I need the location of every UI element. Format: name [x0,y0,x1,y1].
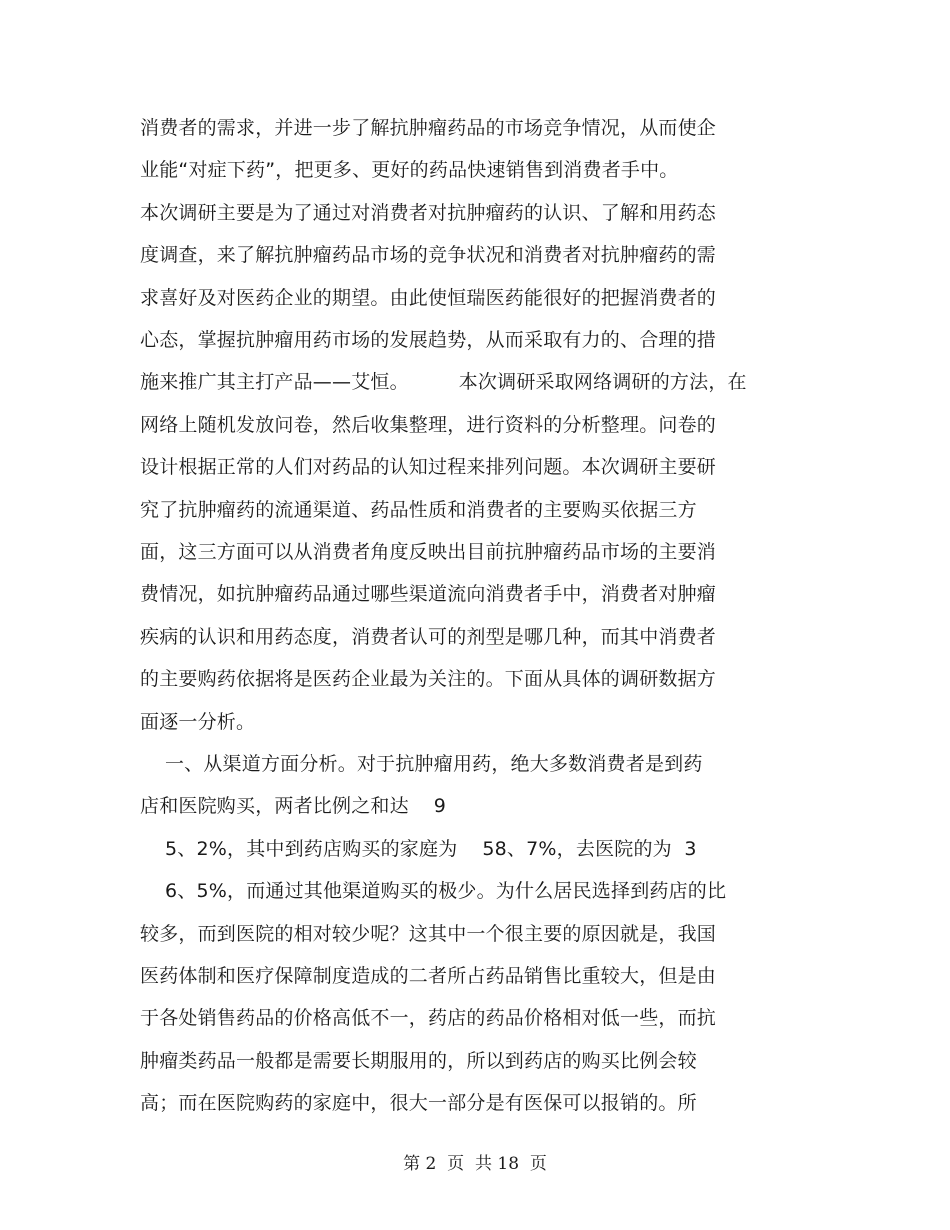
text-line: 设计根据正常的人们对药品的认知过程来排列问题。本次调研主要研 [140,456,717,478]
text-line: 施来推广其主打产品——艾恒。 本次调研采取网络调研的方法，在 [140,371,747,393]
text-line: 消费者的需求，并进一步了解抗肿瘤药品的市场竞争情况，从而使企 [140,117,717,139]
text-line: 于各处销售药品的价格高低不一，药店的药品价格相对低一些，而抗 [140,1007,717,1029]
text-line: 度调查，来了解抗肿瘤药品市场的竞争状况和消费者对抗肿瘤药的需 [140,244,717,266]
text-line: 面，这三方面可以从消费者角度反映出目前抗肿瘤药品市场的主要消 [140,541,717,563]
text-line: 业能“对症下药”，把更多、更好的药品快速销售到消费者手中。 [140,159,679,181]
text-line: 本次调研主要是为了通过对消费者对抗肿瘤药的认识、了解和用药态 [140,202,717,224]
text-line: 网络上随机发放问卷，然后收集整理，进行资料的分析整理。问卷的 [140,414,717,436]
text-line: 医药体制和医疗保障制度造成的二者所占药品销售比重较大，但是由 [140,965,717,987]
text-line: 较多，而到医院的相对较少呢？这其中一个很主要的原因就是，我国 [140,923,717,945]
text-line: 肿瘤类药品一般都是需要长期服用的，所以到药店的购买比例会较 [140,1050,697,1072]
text-line: 求喜好及对医药企业的期望。由此使恒瑞医药能很好的把握消费者的 [140,287,717,309]
text-line: 费情况，如抗肿瘤药品通过哪些渠道流向消费者手中，消费者对肿瘤 [140,583,717,605]
text-line: 的主要购药依据将是医药企业最为关注的。下面从具体的调研数据方 [140,668,717,690]
text-line: 店和医院购买，两者比例之和达 9 [140,795,447,817]
text-line: 疾病的认识和用药态度，消费者认可的剂型是哪几种，而其中消费者 [140,626,717,648]
text-line: 高；而在医院购药的家庭中，很大一部分是有医保可以报销的。所 [140,1092,697,1114]
text-line: 心态，掌握抗肿瘤用药市场的发展趋势，从而采取有力的、合理的措 [140,329,717,351]
text-line: 6、5%，而通过其他渠道购买的极少。为什么居民选择到药店的比 [140,880,727,902]
text-line: 究了抗肿瘤药的流通渠道、药品性质和消费者的主要购买依据三方 [140,499,697,521]
page-footer: 第 2 页 共 18 页 [403,1154,547,1174]
text-line: 一、从渠道方面分析。对于抗肿瘤用药，绝大多数消费者是到药 [140,753,703,775]
text-line: 面逐一分析。 [140,711,256,733]
text-line: 5、2%，其中到药店购买的家庭为 58、7%，去医院的为 3 [140,838,697,860]
